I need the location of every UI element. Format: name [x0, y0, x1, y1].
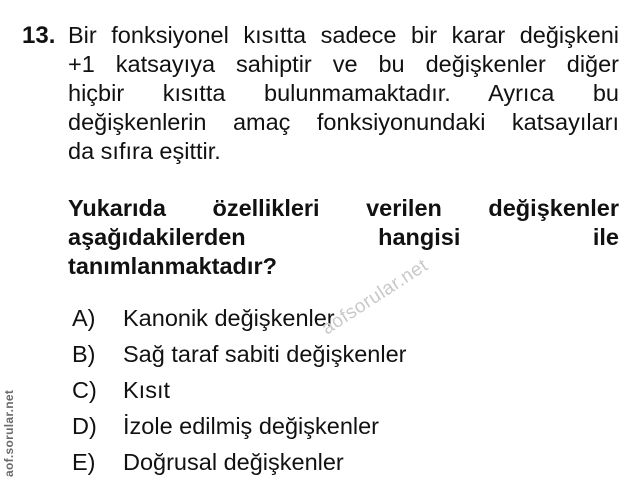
- stem-line: değişkenlerin amaç fonksiyonundaki katsayıları: [68, 109, 619, 135]
- option-b[interactable]: [68, 336, 406, 372]
- option-letter: C): [72, 376, 97, 403]
- option-d[interactable]: [68, 408, 406, 444]
- watermark-diagonal: aofsorular.net: [318, 255, 432, 340]
- answer-options: [68, 300, 406, 480]
- option-text: Doğrusal değişkenler: [123, 448, 344, 475]
- option-text: Sağ taraf sabiti değişkenler: [123, 340, 407, 367]
- prompt-line: aşağıdakilerden hangisi ile: [68, 224, 619, 250]
- option-letter: A): [72, 304, 96, 331]
- option-e[interactable]: [68, 444, 406, 480]
- option-letter: D): [72, 412, 97, 439]
- stem-line: da sıfıra eşittir.: [68, 138, 221, 164]
- option-a[interactable]: [68, 300, 406, 336]
- watermark-side: aof.sorular.net: [2, 389, 16, 477]
- stem-line: +1 katsayıya sahiptir ve bu değişkenler diğer: [68, 51, 619, 77]
- option-text: İzole edilmiş değişkenler: [123, 412, 380, 439]
- stem-line: Bir fonksiyonel kısıtta sadece bir karar değişkeni: [68, 22, 619, 48]
- prompt-line: tanımlanmaktadır?: [68, 253, 277, 279]
- option-text: Kanonik değişkenler: [123, 304, 335, 331]
- stem-line: hiçbir kısıtta bulunmamaktadır. Ayrıca bu: [68, 80, 619, 106]
- option-c[interactable]: [68, 372, 406, 408]
- question-prompt: [68, 194, 619, 281]
- prompt-line: Yukarıda özellikleri verilen değişkenler: [68, 195, 619, 221]
- option-letter: B): [72, 340, 96, 367]
- option-letter: E): [72, 448, 96, 475]
- question-stem: [68, 21, 619, 166]
- question-number: 13.: [22, 22, 56, 49]
- option-text: Kısıt: [123, 376, 171, 403]
